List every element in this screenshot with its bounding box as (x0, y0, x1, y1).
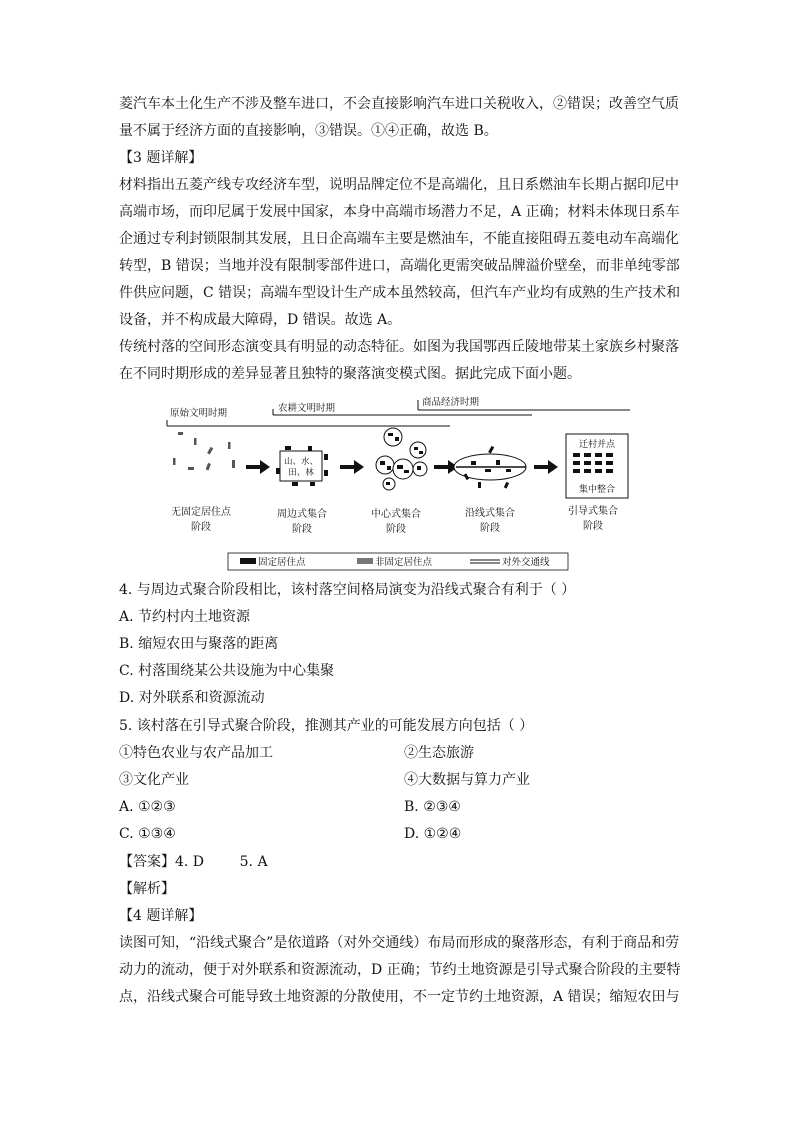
stage-label: 阶段 (292, 524, 312, 535)
stage-scattered (173, 432, 235, 470)
legend-label: 非固定居住点 (375, 557, 433, 568)
text-line: 点，沿线式聚合可能导致土地资源的分散使用，不一定节约土地资源，A 错误；缩短农田与 (119, 989, 680, 1005)
answer-line: 【答案】4. D 5. A (119, 854, 268, 870)
arrow-icon (340, 460, 364, 474)
item: ②生态旅游 (404, 745, 474, 761)
option: B. 缩短农田与聚落的距离 (119, 636, 279, 652)
arrow-icon (534, 460, 558, 474)
stage-label: 阶段 (583, 521, 603, 532)
option: A. 节约村内土地资源 (119, 609, 251, 625)
option: C. ①③④ (119, 826, 176, 842)
text-line: 材料指出五菱产线专攻经济车型，说明品牌定位不是高端化，且日系燃油车长期占据印尼中 (119, 177, 679, 193)
text-line: 高端市场，而印尼属于发展中国家，本身中高端市场潜力不足，A 正确；材料未体现日系车 (119, 204, 680, 220)
text-line: 菱汽车本土化生产不涉及整车进口，不会直接影响汽车进口关税收入，②错误；改善空气质 (119, 96, 679, 112)
stage-label: 阶段 (480, 523, 500, 534)
legend-label: 对外交通线 (502, 557, 550, 568)
legend-fixed-swatch (240, 558, 256, 564)
stage-label: 阶段 (386, 524, 406, 535)
text-line: 转型，B 错误；当地并没有限制零部件进口，高端化更需突破品牌溢价壁垒，而非单纯零部 (119, 258, 680, 274)
section-heading: 【4 题详解】 (119, 908, 203, 924)
box-text: 田、林 (288, 468, 314, 478)
item: ①特色农业与农产品加工 (119, 745, 273, 761)
legend-nonfixed-swatch (357, 558, 373, 564)
option: D. 对外联系和资源流动 (119, 690, 265, 706)
stage-label: 周边式集合 (277, 509, 327, 520)
period-label: 原始文明时期 (170, 408, 228, 419)
stage-perimeter (276, 446, 328, 486)
item: ③文化产业 (119, 772, 189, 788)
settlement-evolution-diagram (160, 394, 635, 572)
intro-line: 在不同时期形成的差异显著且独特的聚落演变模式图。据此完成下面小题。 (119, 366, 581, 382)
guide-label: 集中整合 (578, 485, 616, 495)
box-text: 山、水、 (283, 457, 319, 467)
question-stem: 5. 该村落在引导式聚合阶段，推测其产业的可能发展方向包括（ ） (119, 718, 534, 734)
question-stem: 4. 与周边式聚合阶段相比，该村落空间格局演变为沿线式聚合有利于（ ） (119, 582, 576, 598)
stage-label: 沿线式集合 (465, 508, 515, 519)
option: C. 村落围绕某公共设施为中心集聚 (119, 663, 335, 679)
stage-centered (376, 428, 427, 490)
section-heading: 【3 题详解】 (119, 150, 203, 166)
text-line: 设备，并不构成最大障碍，D 错误。故选 A。 (119, 312, 402, 328)
legend-label: 固定居住点 (258, 557, 306, 568)
period-label: 商品经济时期 (422, 397, 480, 408)
text-line: 件供应问题，C 错误；高端车型设计生产成本虽然较高，但汽车产业均有成熟的生产技术和 (119, 285, 681, 301)
text-line: 量不属于经济方面的直接影响，③错误。①④正确，故选 B。 (119, 123, 498, 139)
option: B. ②③④ (404, 799, 461, 815)
option: D. ①②④ (404, 826, 462, 842)
section-heading: 【解析】 (119, 881, 175, 897)
stage-linear (454, 446, 526, 489)
stage-guided (566, 434, 628, 498)
item: ④大数据与算力产业 (404, 772, 530, 788)
period-label: 农耕文明时期 (278, 403, 336, 414)
stage-label: 阶段 (191, 522, 211, 533)
text-line: 企通过专利封锁限制其发展，且日企高端车主要是燃油车，不能直接阻碍五菱电动车高端化 (119, 231, 679, 247)
stage-label: 引导式集合 (568, 506, 618, 517)
stage-label: 中心式集合 (371, 509, 421, 520)
stage-label: 无固定居住点 (171, 507, 231, 518)
text-line: 动力的流动，便于对外联系和资源流动，D 正确；节约土地资源是引导式聚合阶段的主要特 (119, 962, 681, 978)
legend (228, 553, 568, 570)
option: A. ①②③ (119, 799, 176, 815)
intro-line: 传统村落的空间形态演变具有明显的动态特征。如图为我国鄂西丘陵地带某土家族乡村聚落 (119, 339, 679, 355)
arrow-icon (246, 460, 270, 474)
guide-label: 迁村并点 (578, 440, 616, 450)
text-line: 读图可知，“沿线式聚合”是依道路（对外交通线）布局而形成的聚落形态，有利于商品和劳 (119, 935, 680, 951)
